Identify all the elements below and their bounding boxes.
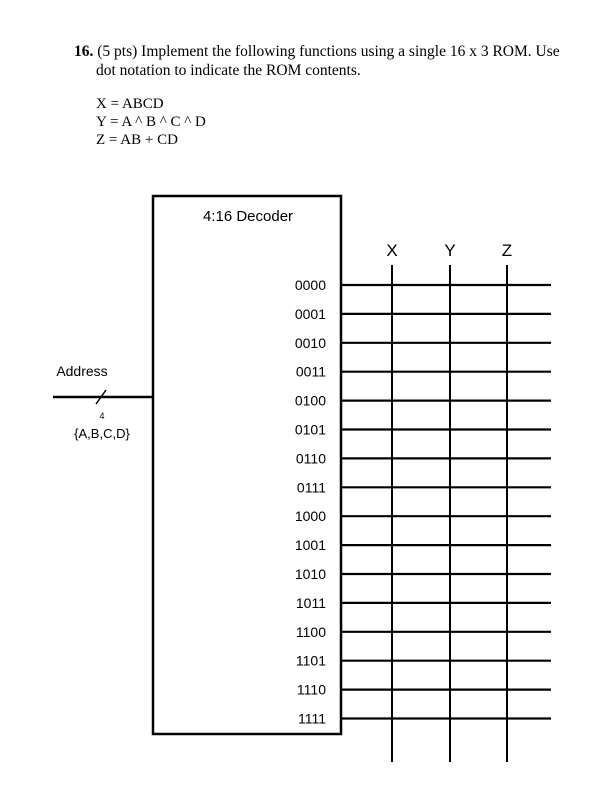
equation-y: Y = A ^ B ^ C ^ D xyxy=(96,114,206,130)
decoder-output-label: 1110 xyxy=(296,681,326,698)
decoder-title: 4:16 Decoder xyxy=(202,208,294,225)
address-signals: {A,B,C,D} xyxy=(74,426,130,441)
decoder-output-label: 1011 xyxy=(295,594,326,611)
decoder-output-label: 1000 xyxy=(294,508,326,525)
decoder-output-label: 0111 xyxy=(296,479,326,496)
equation-x: X = ABCD xyxy=(96,96,164,112)
decoder-output-label: 0010 xyxy=(294,334,326,351)
decoder-output-label: 0011 xyxy=(295,363,326,380)
decoder-output-label: 0001 xyxy=(294,305,326,322)
column-label-y: Y xyxy=(444,241,456,260)
equation-z: Z = AB + CD xyxy=(96,132,178,148)
decoder-output-label: 0101 xyxy=(294,421,326,438)
decoder-output-label: 0110 xyxy=(295,450,326,467)
decoder-output-label: 1010 xyxy=(294,566,326,582)
decoder-output-label: 1100 xyxy=(295,623,326,640)
decoder-output-label: 0100 xyxy=(294,392,326,409)
decoder-output-label: 1101 xyxy=(295,652,326,669)
address-label: Address xyxy=(56,363,108,379)
column-label-x: X xyxy=(386,241,398,260)
decoder-output-rows xyxy=(295,277,551,727)
column-label-z: Z xyxy=(501,241,513,260)
question-line-1: (5 pts) Implement the following functions using a single 16 x 3 ROM. Use xyxy=(97,43,560,60)
decoder-output-label: 0000 xyxy=(294,277,326,293)
question-number: 16. xyxy=(74,43,94,60)
bus-width-label: 4 xyxy=(99,411,105,421)
decoder-output-label: 1111 xyxy=(297,710,326,727)
decoder-output-label: 1001 xyxy=(294,537,326,554)
question-line-2: dot notation to indicate the ROM contents. xyxy=(96,62,361,79)
